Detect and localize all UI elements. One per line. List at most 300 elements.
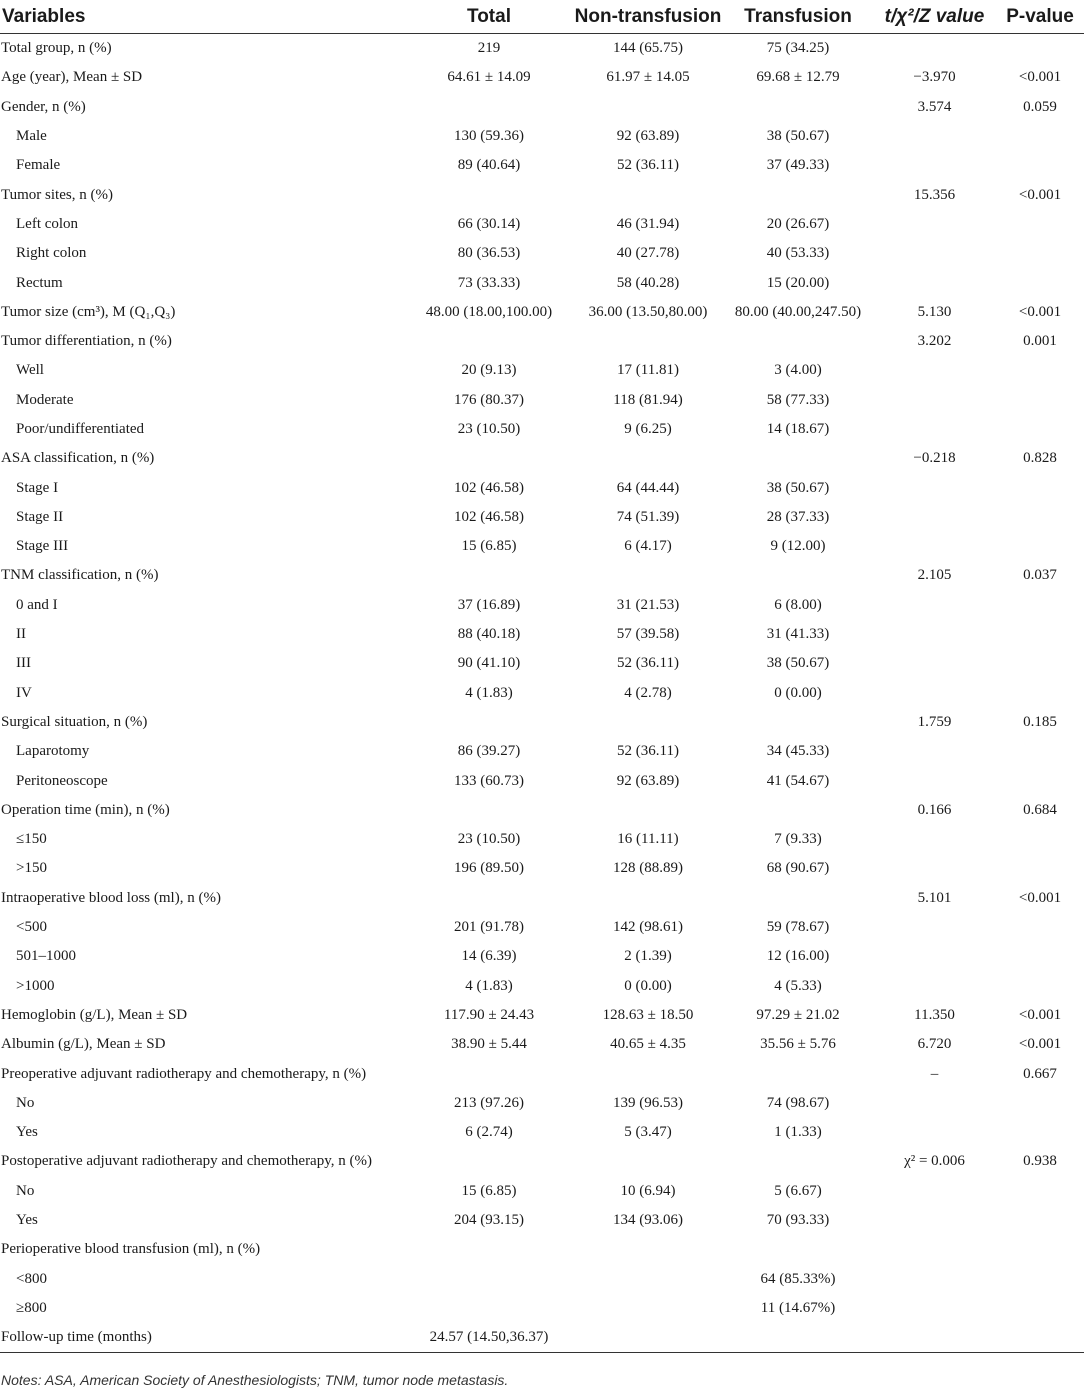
table-row — [0, 1059, 1084, 1088]
cell-test-statistic — [873, 122, 996, 151]
cell-test-statistic — [873, 239, 996, 268]
cell-total: 204 (93.15) — [454, 1212, 524, 1229]
cell-non-transfusion: 52 (36.11) — [617, 655, 679, 672]
cell-total: 64.61 ± 14.09 — [447, 69, 531, 86]
row-label: Laparotomy — [16, 743, 90, 760]
cell-non-transfusion: 144 (65.75) — [613, 40, 683, 57]
cell-transfusion: 41 (54.67) — [766, 772, 830, 789]
cell-transfusion: 69.68 ± 12.79 — [756, 69, 840, 86]
cell-total — [405, 1235, 573, 1264]
cell-total — [405, 327, 573, 356]
header-non-transfusion: Non-transfusion — [573, 0, 723, 34]
row-label: <800 — [16, 1270, 47, 1287]
cell-p-value — [996, 1294, 1084, 1323]
row-label: Intraoperative blood loss (ml), n (%) — [1, 889, 221, 906]
cell-non-transfusion — [573, 1147, 723, 1176]
table-row — [0, 444, 1084, 473]
cell-total: 15 (6.85) — [461, 1182, 517, 1199]
cell-transfusion — [723, 1235, 873, 1264]
cell-non-transfusion: 36.00 (13.50,80.00) — [588, 303, 708, 320]
cell-total: 88 (40.18) — [457, 626, 521, 643]
cell-transfusion: 14 (18.67) — [766, 421, 830, 437]
table-row — [0, 1294, 1084, 1323]
cell-transfusion: 7 (9.33) — [774, 831, 822, 848]
cell-non-transfusion: 0 (0.00) — [624, 977, 672, 994]
cell-test-statistic: 2.105 — [917, 567, 952, 584]
table-row — [0, 151, 1084, 180]
cell-non-transfusion: 46 (31.94) — [616, 215, 680, 232]
cell-transfusion: 12 (16.00) — [766, 948, 830, 965]
cell-transfusion: 68 (90.67) — [766, 860, 830, 877]
cell-test-statistic — [873, 356, 996, 385]
row-label: Total group, n (%) — [1, 40, 112, 57]
cell-test-statistic: 1.759 — [917, 713, 952, 730]
row-label: >150 — [16, 860, 47, 877]
cell-non-transfusion: 52 (36.11) — [617, 743, 679, 760]
cell-test-statistic — [873, 972, 996, 1001]
cell-non-transfusion: 134 (93.06) — [613, 1212, 683, 1229]
cell-test-statistic: χ² = 0.006 — [904, 1153, 965, 1170]
cell-transfusion: 35.56 ± 5.76 — [760, 1036, 836, 1053]
cell-test-statistic — [873, 210, 996, 239]
cell-non-transfusion — [573, 1235, 723, 1264]
row-label: Tumor sites, n (%) — [1, 186, 113, 203]
cell-transfusion — [723, 1059, 873, 1088]
cell-test-statistic — [873, 1177, 996, 1206]
row-label: Stage II — [16, 508, 64, 525]
cell-transfusion: 38 (50.67) — [766, 655, 830, 672]
table-row — [0, 473, 1084, 502]
row-label: Left colon — [16, 215, 79, 232]
cell-non-transfusion: 64 (44.44) — [616, 479, 680, 496]
cell-non-transfusion — [573, 327, 723, 356]
cell-non-transfusion: 139 (96.53) — [613, 1094, 683, 1111]
cell-total: 38.90 ± 5.44 — [451, 1036, 527, 1053]
cell-p-value — [996, 473, 1084, 502]
table-row — [0, 766, 1084, 795]
cell-p-value: 0.684 — [1023, 801, 1057, 818]
table-row — [0, 180, 1084, 209]
table-row — [0, 34, 1084, 64]
cell-total: 80 (36.53) — [457, 245, 521, 262]
table-row — [0, 737, 1084, 766]
cell-transfusion: 0 (0.00) — [774, 684, 822, 701]
cell-test-statistic — [873, 1206, 996, 1235]
cell-test-statistic: −3.970 — [913, 69, 956, 86]
cell-total: 48.00 (18.00,100.00) — [425, 303, 553, 320]
cell-non-transfusion — [573, 796, 723, 825]
table-row — [0, 327, 1084, 356]
table-row — [0, 63, 1084, 92]
cell-p-value — [996, 972, 1084, 1001]
cell-non-transfusion — [573, 444, 723, 473]
cell-test-statistic: 3.574 — [917, 98, 952, 115]
cell-test-statistic — [873, 473, 996, 502]
cell-p-value — [996, 415, 1084, 444]
cell-non-transfusion: 9 (6.25) — [624, 421, 672, 437]
cell-test-statistic — [873, 766, 996, 795]
cell-non-transfusion: 57 (39.58) — [616, 626, 680, 643]
table-row — [0, 1118, 1084, 1147]
cell-test-statistic — [873, 1264, 996, 1293]
cell-test-statistic — [873, 415, 996, 444]
row-label: Well — [16, 362, 44, 379]
cell-total: 90 (41.10) — [457, 655, 521, 672]
cell-p-value — [996, 151, 1084, 180]
cell-test-statistic — [873, 1294, 996, 1323]
cell-total: 176 (80.37) — [454, 391, 524, 408]
cell-total: 196 (89.50) — [454, 860, 524, 877]
table-row — [0, 1001, 1084, 1030]
table-body — [0, 34, 1084, 1353]
table-row — [0, 1264, 1084, 1293]
cell-p-value: 0.185 — [1023, 713, 1057, 730]
cell-non-transfusion: 40.65 ± 4.35 — [610, 1036, 686, 1053]
cell-p-value — [996, 1089, 1084, 1118]
cell-non-transfusion: 2 (1.39) — [624, 948, 672, 965]
table-row — [0, 268, 1084, 297]
cell-total: 219 — [477, 40, 501, 57]
cell-transfusion: 3 (4.00) — [774, 362, 822, 379]
row-label: ASA classification, n (%) — [1, 450, 155, 467]
row-label: Moderate — [16, 391, 74, 408]
cell-p-value — [996, 737, 1084, 766]
cell-total — [405, 561, 573, 590]
cell-transfusion — [723, 1147, 873, 1176]
cell-test-statistic: −0.218 — [913, 450, 956, 467]
cell-non-transfusion — [573, 93, 723, 122]
header-transfusion: Transfusion — [723, 0, 873, 34]
cell-p-value — [996, 766, 1084, 795]
cell-transfusion: 11 (14.67%) — [760, 1299, 836, 1316]
cell-non-transfusion: 31 (21.53) — [616, 596, 680, 613]
table-row — [0, 298, 1084, 327]
cell-test-statistic — [873, 1323, 996, 1353]
cell-total: 4 (1.83) — [465, 684, 513, 701]
cell-non-transfusion: 128 (88.89) — [613, 860, 683, 877]
cell-p-value — [996, 649, 1084, 678]
row-label: No — [16, 1094, 35, 1111]
table-row — [0, 854, 1084, 883]
cell-p-value — [996, 268, 1084, 297]
table-row — [0, 942, 1084, 971]
cell-non-transfusion: 6 (4.17) — [624, 538, 672, 555]
table-row — [0, 620, 1084, 649]
header-test-statistic: t/χ²/Z value — [873, 0, 996, 34]
cell-transfusion: 38 (50.67) — [766, 479, 830, 496]
cell-test-statistic — [873, 679, 996, 708]
table-row — [0, 796, 1084, 825]
cell-test-statistic — [873, 1089, 996, 1118]
table-row — [0, 532, 1084, 561]
cell-test-statistic: 5.101 — [917, 889, 952, 906]
row-label: TNM classification, n (%) — [1, 567, 159, 584]
table-row — [0, 649, 1084, 678]
cell-transfusion: 37 (49.33) — [766, 157, 830, 174]
row-label: III — [16, 655, 31, 672]
cell-transfusion: 28 (37.33) — [766, 508, 830, 525]
cell-p-value: <0.001 — [1018, 889, 1062, 906]
cell-total — [405, 180, 573, 209]
cell-transfusion — [723, 180, 873, 209]
table-row — [0, 972, 1084, 1001]
row-label: ≥800 — [16, 1299, 47, 1316]
cell-p-value: <0.001 — [1018, 69, 1062, 86]
row-label: Follow-up time (months) — [0, 1323, 405, 1353]
cell-transfusion — [723, 93, 873, 122]
cell-non-transfusion: 142 (98.61) — [613, 919, 683, 936]
cell-total — [405, 708, 573, 737]
table-row — [0, 1177, 1084, 1206]
cell-non-transfusion: 52 (36.11) — [617, 157, 679, 174]
cell-non-transfusion — [573, 884, 723, 913]
cell-total: 117.90 ± 24.43 — [443, 1006, 535, 1023]
cell-transfusion: 97.29 ± 21.02 — [756, 1006, 840, 1023]
table-row — [0, 561, 1084, 590]
cell-test-statistic: 11.350 — [914, 1006, 955, 1023]
cell-non-transfusion — [573, 1323, 723, 1353]
cell-non-transfusion — [573, 1264, 723, 1293]
cell-total: 86 (39.27) — [457, 743, 521, 760]
row-label: Male — [16, 128, 47, 145]
cell-non-transfusion: 58 (40.28) — [616, 274, 680, 291]
cell-p-value — [996, 942, 1084, 971]
cell-total: 89 (40.64) — [457, 157, 521, 174]
cell-test-statistic — [873, 913, 996, 942]
cell-non-transfusion — [573, 180, 723, 209]
table-row — [0, 1323, 1084, 1353]
table-header — [0, 0, 1084, 34]
cell-transfusion: 40 (53.33) — [766, 245, 830, 262]
row-label: Preoperative adjuvant radiotherapy and chemotherapy, n (%) — [1, 1065, 367, 1082]
cell-transfusion: 58 (77.33) — [766, 391, 830, 408]
cell-p-value: <0.001 — [1018, 1036, 1062, 1053]
cell-non-transfusion — [573, 1059, 723, 1088]
cell-total: 24.57 (14.50,36.37) — [405, 1323, 573, 1353]
table-row — [0, 356, 1084, 385]
cell-total: 15 (6.85) — [461, 538, 517, 555]
cell-test-statistic: 0.166 — [917, 801, 952, 818]
cell-total: 133 (60.73) — [454, 772, 524, 789]
cell-total: 102 (46.58) — [454, 479, 524, 496]
cell-p-value — [996, 1177, 1084, 1206]
table-row — [0, 122, 1084, 151]
row-label: Female — [16, 157, 61, 174]
row-label: Yes — [16, 1212, 38, 1229]
cell-transfusion: 1 (1.33) — [774, 1124, 822, 1141]
cell-test-statistic — [873, 620, 996, 649]
row-label: Peritoneoscope — [16, 772, 108, 789]
cell-p-value — [996, 34, 1084, 64]
table-row — [0, 591, 1084, 620]
cell-total — [405, 884, 573, 913]
cell-total: 37 (16.89) — [457, 596, 521, 613]
cell-test-statistic: 6.720 — [917, 1036, 952, 1053]
cell-transfusion — [723, 884, 873, 913]
row-label: <500 — [16, 919, 47, 936]
cell-test-statistic — [873, 532, 996, 561]
cell-total: 20 (9.13) — [461, 362, 517, 379]
table-row — [0, 708, 1084, 737]
table-row — [0, 884, 1084, 913]
cell-transfusion: 59 (78.67) — [766, 919, 830, 936]
cell-non-transfusion: 40 (27.78) — [616, 245, 680, 262]
cell-non-transfusion: 92 (63.89) — [616, 772, 680, 789]
cell-p-value: 0.037 — [1023, 567, 1057, 584]
cell-p-value — [996, 620, 1084, 649]
cell-test-statistic — [873, 825, 996, 854]
cell-transfusion: 75 (34.25) — [766, 40, 830, 57]
cell-test-statistic — [873, 942, 996, 971]
cell-p-value — [996, 210, 1084, 239]
table-row — [0, 1206, 1084, 1235]
row-label: Stage I — [16, 479, 59, 496]
cell-test-statistic: 15.356 — [913, 186, 956, 203]
row-label: II — [16, 626, 26, 643]
cell-non-transfusion: 16 (11.11) — [617, 831, 679, 848]
cell-transfusion: 5 (6.67) — [774, 1182, 822, 1199]
cell-test-statistic — [873, 151, 996, 180]
cell-transfusion — [723, 1323, 873, 1353]
cell-p-value: 0.001 — [1023, 333, 1057, 350]
row-label: Surgical situation, n (%) — [1, 713, 148, 730]
row-label: ≤150 — [16, 831, 47, 848]
cell-total — [405, 93, 573, 122]
cell-non-transfusion: 61.97 ± 14.05 — [606, 69, 690, 86]
cell-test-statistic — [873, 737, 996, 766]
cell-total: 6 (2.74) — [465, 1124, 513, 1141]
cell-test-statistic — [873, 649, 996, 678]
cell-test-statistic: – — [930, 1065, 939, 1082]
table-row — [0, 239, 1084, 268]
row-label: Age (year), Mean ± SD — [1, 69, 143, 86]
cell-test-statistic: 3.202 — [917, 333, 952, 350]
cell-total: 4 (1.83) — [465, 977, 513, 994]
cell-total: 73 (33.33) — [457, 274, 521, 291]
row-label: Tumor differentiation, n (%) — [1, 333, 172, 350]
cell-transfusion: 15 (20.00) — [766, 274, 830, 291]
cell-non-transfusion: 118 (81.94) — [613, 391, 683, 408]
header-total: Total — [405, 0, 573, 34]
row-label: Stage III — [16, 538, 69, 555]
cell-p-value: <0.001 — [1018, 186, 1062, 203]
cell-p-value — [996, 532, 1084, 561]
row-label: 501–1000 — [16, 948, 76, 965]
cell-total: 66 (30.14) — [457, 215, 521, 232]
row-label: Rectum — [16, 274, 63, 291]
table-row — [0, 825, 1084, 854]
cell-transfusion: 74 (98.67) — [766, 1094, 830, 1111]
table-row — [0, 1235, 1084, 1264]
cell-total: 213 (97.26) — [454, 1094, 524, 1111]
cell-transfusion: 80.00 (40.00,247.50) — [734, 303, 862, 320]
cell-transfusion — [723, 561, 873, 590]
row-label: Hemoglobin (g/L), Mean ± SD — [1, 1006, 188, 1023]
cell-non-transfusion — [573, 708, 723, 737]
cell-total — [405, 1294, 573, 1323]
row-label: IV — [16, 684, 32, 701]
table-row — [0, 1030, 1084, 1059]
cell-non-transfusion: 10 (6.94) — [620, 1182, 676, 1199]
cell-test-statistic — [873, 1118, 996, 1147]
cell-p-value: 0.667 — [1023, 1065, 1057, 1082]
cell-p-value — [996, 239, 1084, 268]
cell-p-value — [996, 679, 1084, 708]
cell-p-value — [996, 854, 1084, 883]
cell-test-statistic: 5.130 — [917, 303, 952, 320]
cell-test-statistic — [873, 503, 996, 532]
cell-transfusion — [723, 708, 873, 737]
row-label: Right colon — [16, 245, 87, 262]
row-label: Yes — [16, 1124, 38, 1141]
cell-non-transfusion — [573, 561, 723, 590]
table-row — [0, 503, 1084, 532]
cell-p-value — [996, 1235, 1084, 1264]
cell-transfusion — [723, 796, 873, 825]
cell-test-statistic — [873, 34, 996, 64]
table-row — [0, 913, 1084, 942]
cell-transfusion: 70 (93.33) — [766, 1212, 830, 1229]
cell-total: 201 (91.78) — [454, 919, 524, 936]
row-label: Postoperative adjuvant radiotherapy and chemotherapy, n (%) — [1, 1153, 372, 1170]
table-row — [0, 415, 1084, 444]
cell-total: 23 (10.50) — [457, 831, 521, 848]
row-label: No — [16, 1182, 35, 1199]
cell-test-statistic — [873, 1235, 996, 1264]
row-label: Gender, n (%) — [1, 98, 86, 115]
cell-transfusion: 9 (12.00) — [770, 538, 826, 555]
cell-transfusion — [723, 444, 873, 473]
cell-p-value — [996, 1264, 1084, 1293]
cell-test-statistic — [873, 386, 996, 415]
cell-total — [405, 796, 573, 825]
cell-total: 130 (59.36) — [454, 128, 524, 145]
cell-p-value: 0.059 — [1023, 98, 1057, 115]
cell-transfusion: 38 (50.67) — [766, 128, 830, 145]
cell-p-value — [996, 356, 1084, 385]
cell-total: 14 (6.39) — [461, 948, 517, 965]
cell-total — [405, 1264, 573, 1293]
cell-non-transfusion: 128.63 ± 18.50 — [602, 1006, 694, 1023]
row-label: Perioperative blood transfusion (ml), n (%) — [1, 1241, 261, 1258]
cell-total — [405, 1059, 573, 1088]
table-notes: Notes: ASA, American Society of Anesthesiologists; TNM, tumor node metastasis. — [1, 1372, 509, 1388]
cell-non-transfusion: 17 (11.81) — [617, 362, 679, 379]
table-row — [0, 1147, 1084, 1176]
table-row — [0, 386, 1084, 415]
table-row — [0, 210, 1084, 239]
cell-transfusion: 31 (41.33) — [766, 626, 830, 643]
cell-p-value: <0.001 — [1018, 1006, 1062, 1023]
cell-p-value — [996, 1206, 1084, 1235]
row-label: >1000 — [16, 977, 55, 994]
cell-transfusion: 20 (26.67) — [766, 215, 830, 232]
cell-transfusion: 64 (85.33%) — [760, 1270, 836, 1287]
cell-test-statistic — [873, 854, 996, 883]
cell-p-value — [996, 503, 1084, 532]
cell-total: 102 (46.58) — [454, 508, 524, 525]
header-p-value: P-value — [996, 0, 1084, 34]
table-row — [0, 679, 1084, 708]
cell-test-statistic — [873, 268, 996, 297]
cell-non-transfusion: 5 (3.47) — [624, 1124, 672, 1141]
cell-non-transfusion: 74 (51.39) — [616, 508, 680, 525]
header-variables: Variables — [0, 0, 405, 34]
cell-non-transfusion: 92 (63.89) — [616, 128, 680, 145]
cell-non-transfusion: 4 (2.78) — [624, 684, 672, 701]
cell-p-value: <0.001 — [1018, 303, 1062, 320]
row-label: 0 and I — [16, 596, 58, 613]
